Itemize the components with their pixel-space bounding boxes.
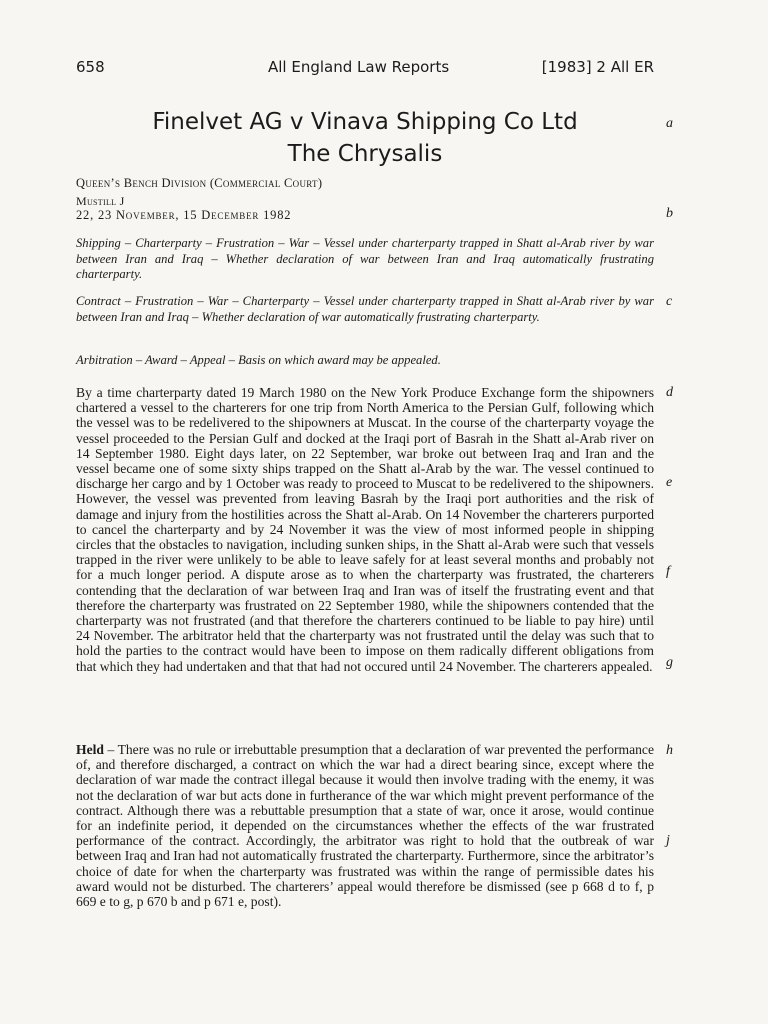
margin-letter-c: c bbox=[666, 294, 673, 309]
report-name: All England Law Reports bbox=[268, 58, 450, 76]
catchword-arbitration: Arbitration – Award – Appeal – Basis on which award may be appealed. bbox=[76, 353, 441, 367]
held-text: – There was no rule or irrebuttable presumption that a declaration of war prevented the performance of, and therefore discharged, a contract on which the war had a direct bearing since, except where the declaration of war made the contract illegal because it would then involve trading with the enemy, it was not the declaration of war but acts done in furtherance of the war which might prevent performance of the contract. Although there was a rebuttable presumption that a state of war, once it arose, would continue for an indefinite period, it depended on the circumstances whether the effects of the war frustrated performance of the contract. Accordingly, the arbitrator was right to hold that the outbreak of war between Iraq and Iran had not automatically frustrated the charterparty. Furthermore, since the arbitrator’s choice of date for when the charterparty was frustrated was within the range of permissible dates his award would not be disturbed. The charterers’ appeal would therefore be dismissed (see p 668 d to f, p 669 e to g, p 670 b and p 671 e, post). bbox=[76, 742, 654, 910]
margin-letter-d: d bbox=[666, 385, 673, 400]
margin-letter-e: e bbox=[666, 475, 673, 490]
margin-letter-b: b bbox=[666, 206, 673, 221]
margin-letter-g: g bbox=[666, 655, 673, 670]
catchword-shipping: Shipping – Charterparty – Frustration – War – Vessel under charterparty trapped in Shatt al-Arab river by war between Iran and Iraq – Whether declaration of war between Iran and Iraq automatically frustrating charterparty. bbox=[76, 236, 654, 281]
margin-letter-j: j bbox=[666, 833, 670, 848]
held-paragraph bbox=[76, 742, 654, 909]
catchword-contract: Contract – Frustration – War – Charterparty – Vessel under charterparty trapped in Shatt al-Arab river by war between Iran and Iraq – Whether declaration of war automatically frustrating charterparty. bbox=[76, 294, 654, 324]
case-title-parties: Finelvet AG v Vinava Shipping Co Ltd bbox=[152, 109, 578, 135]
case-title bbox=[76, 106, 654, 170]
case-title-ship: The Chrysalis bbox=[287, 141, 443, 167]
margin-letter-a: a bbox=[666, 116, 673, 131]
margin-letter-h: h bbox=[666, 743, 673, 758]
citation: [1983] 2 All ER bbox=[541, 58, 654, 76]
court-name: Queen’s Bench Division (Commercial Court) bbox=[76, 176, 323, 190]
judge-name: Mustill J bbox=[76, 194, 125, 208]
running-header bbox=[76, 58, 654, 82]
headnote-paragraph: By a time charterparty dated 19 March 1980 on the New York Produce Exchange form the shipowners chartered a vessel to the charterers for one trip from North America to the Persian Gulf, following which the vessel was to be redelivered to the shipowners at Muscat. In the course of the charterparty voyage the vessel proceeded to the Persian Gulf and docked at the Iraqi port of Basrah in the Shatt al-Arab river on 14 September 1980. Eight days later, on 22 September, war broke out between Iraq and Iran and the vessel became one of some sixty ships trapped on the Shatt al-Arab by the war. The vessel continued to discharge her cargo and by 1 October was ready to proceed to Muscat to be redelivered to the shipowners. However, the vessel was prevented from leaving Basrah by the Iraqi port authorities and the risk of damage and injury from the hostilities across the Shatt al-Arab. On 14 November the charterers purported to cancel the charterparty and by 24 November it was the view of most informed people in shipping circles that the obstacles to navigation, including sunken ships, in the Shatt al-Arab were such that vessels trapped in the river were unlikely to be able to leave safely for at least several months and probably not for a much longer period. A dispute arose as to when the charterparty was frustrated, the charterers contending that the declaration of war between Iraq and Iran was of itself the frustrating event and that therefore the charterparty was frustrated on 22 September 1980, while the shipowners contended that the charterparty was not frustrated (and that therefore the charterers continued to be liable to pay hire) until 24 November. The arbitrator held that the charterparty was not frustrated until the delay was such that to hold the parties to the contract would have been to impose on them radically different obligations from that which they had undertaken and that that had not occured until 24 November. The charterers appealed. bbox=[76, 385, 654, 674]
margin-letter-f: f bbox=[666, 564, 670, 579]
hearing-dates: 22, 23 November, 15 December 1982 bbox=[76, 208, 292, 222]
held-label: Held bbox=[76, 742, 104, 757]
page-number: 658 bbox=[76, 58, 105, 76]
